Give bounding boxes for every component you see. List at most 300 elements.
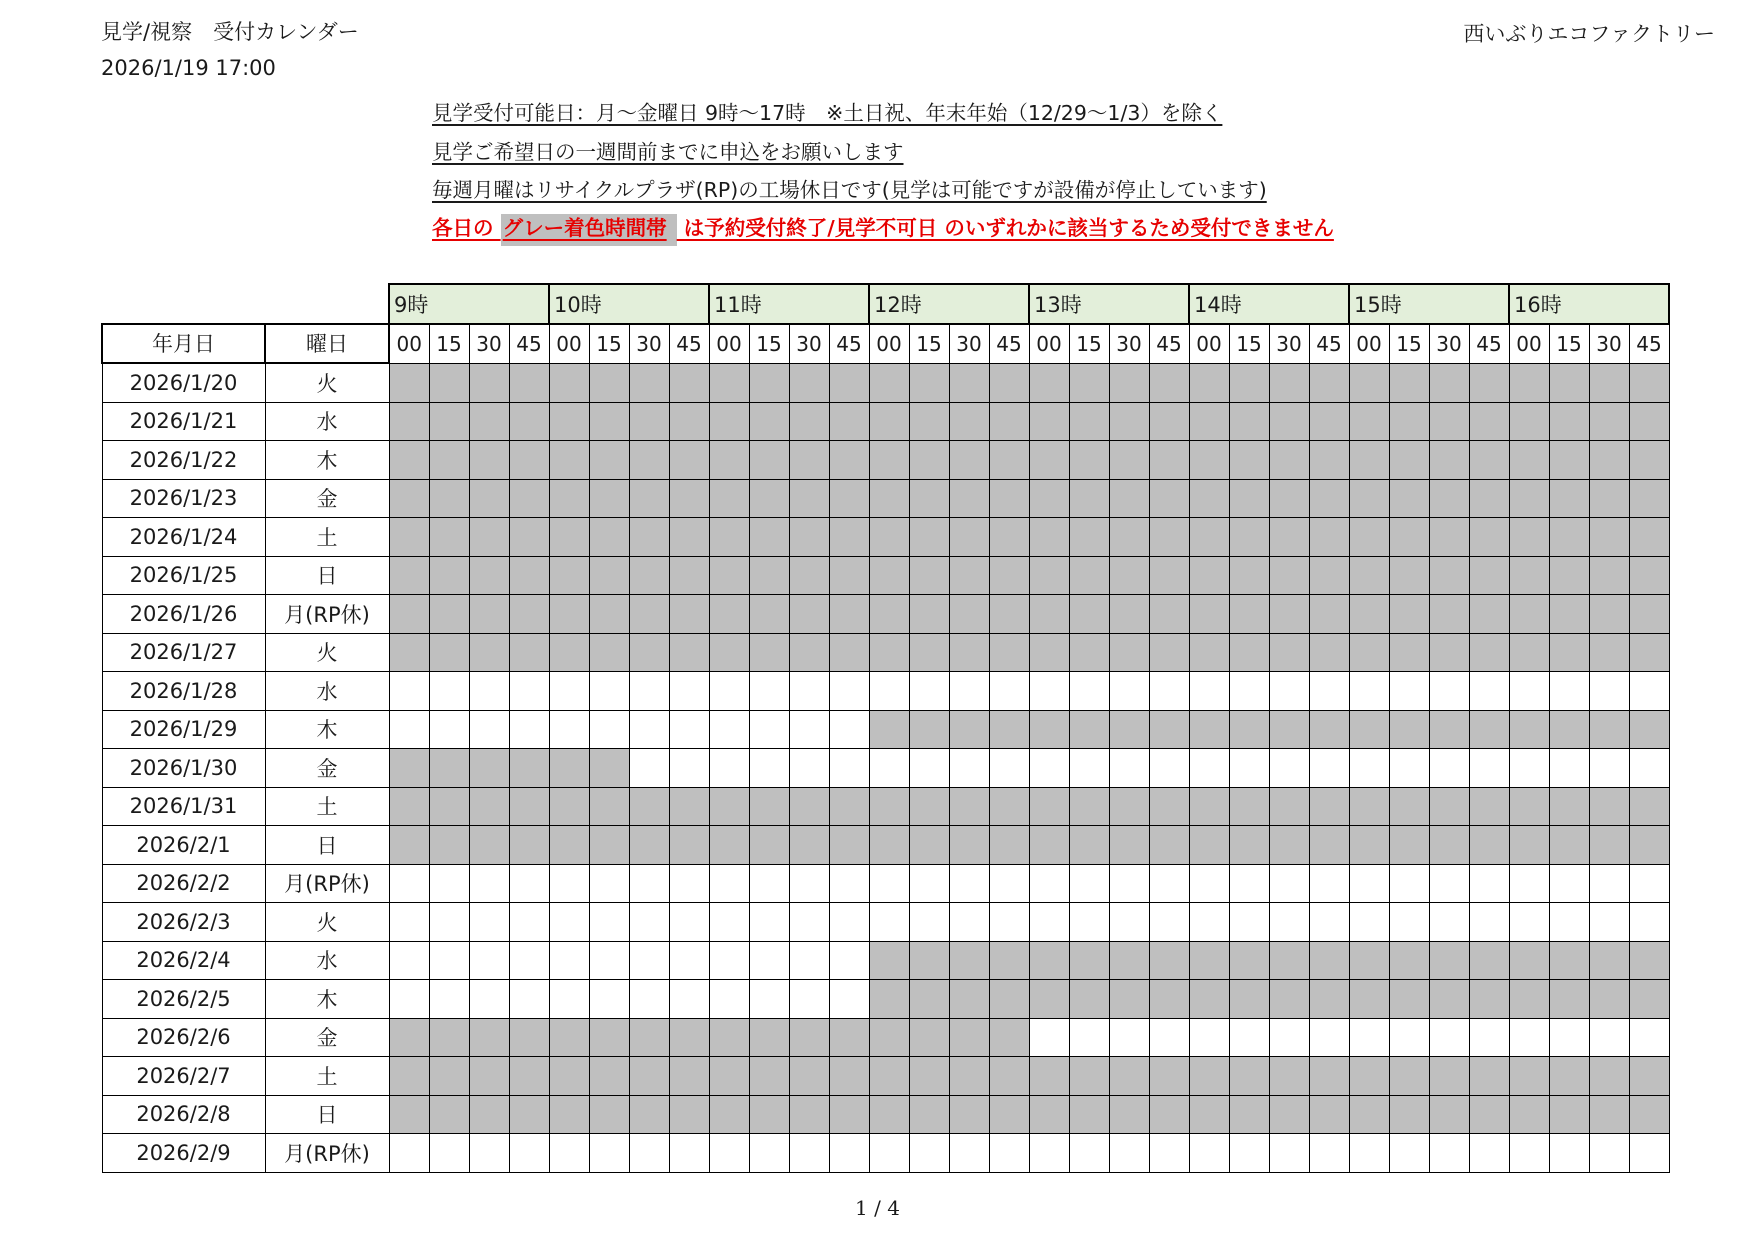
time-slot-available[interactable] [429, 710, 469, 749]
time-slot-available[interactable] [1229, 1134, 1269, 1173]
time-slot-unavailable [629, 826, 669, 865]
time-slot-unavailable [1589, 787, 1629, 826]
time-slot-unavailable [509, 479, 549, 518]
time-slot-unavailable [949, 1057, 989, 1096]
time-slot-available[interactable] [1109, 864, 1149, 903]
time-slot-available[interactable] [1029, 672, 1069, 711]
time-slot-available[interactable] [549, 710, 589, 749]
time-slot-available[interactable] [1509, 1018, 1549, 1057]
time-slot-available[interactable] [1389, 1134, 1429, 1173]
time-slot-unavailable [549, 1057, 589, 1096]
time-slot-available[interactable] [1629, 749, 1669, 788]
time-slot-available[interactable] [1429, 749, 1469, 788]
row-date: 2026/1/27 [102, 633, 265, 672]
time-slot-available[interactable] [429, 941, 469, 980]
time-slot-available[interactable] [1149, 903, 1189, 942]
time-slot-unavailable [1189, 556, 1229, 595]
time-slot-available[interactable] [1549, 749, 1589, 788]
time-slot-available[interactable] [1629, 672, 1669, 711]
time-slot-available[interactable] [1389, 1018, 1429, 1057]
time-slot-unavailable [1349, 710, 1389, 749]
time-slot-available[interactable] [1269, 749, 1309, 788]
time-slot-available[interactable] [1069, 1018, 1109, 1057]
time-slot-available[interactable] [549, 672, 589, 711]
time-slot-available[interactable] [1429, 672, 1469, 711]
time-slot-unavailable [949, 518, 989, 557]
time-slot-available[interactable] [469, 710, 509, 749]
time-slot-available[interactable] [789, 710, 829, 749]
time-slot-available[interactable] [509, 1134, 549, 1173]
time-slot-available[interactable] [1109, 903, 1149, 942]
time-slot-unavailable [1269, 402, 1309, 441]
time-slot-available[interactable] [1189, 1018, 1229, 1057]
time-slot-available[interactable] [1549, 903, 1589, 942]
time-slot-available[interactable] [709, 980, 749, 1019]
minute-header: 30 [629, 324, 669, 364]
time-slot-available[interactable] [1349, 903, 1389, 942]
time-slot-available[interactable] [789, 749, 829, 788]
time-slot-available[interactable] [1509, 672, 1549, 711]
time-slot-available[interactable] [1189, 864, 1229, 903]
time-slot-available[interactable] [709, 864, 749, 903]
time-slot-available[interactable] [1389, 903, 1429, 942]
time-slot-available[interactable] [589, 672, 629, 711]
row-weekday: 土 [265, 787, 389, 826]
time-slot-available[interactable] [549, 903, 589, 942]
time-slot-available[interactable] [1149, 749, 1189, 788]
time-slot-available[interactable] [829, 941, 869, 980]
time-slot-unavailable [1469, 363, 1509, 402]
table-row [102, 363, 1669, 402]
time-slot-unavailable [1309, 363, 1349, 402]
time-slot-available[interactable] [1229, 672, 1269, 711]
time-slot-unavailable [1189, 826, 1229, 865]
time-slot-available[interactable] [469, 980, 509, 1019]
time-slot-available[interactable] [429, 1134, 469, 1173]
time-slot-available[interactable] [829, 672, 869, 711]
time-slot-unavailable [1389, 479, 1429, 518]
time-slot-available[interactable] [389, 672, 429, 711]
time-slot-available[interactable] [1149, 864, 1189, 903]
time-slot-available[interactable] [949, 864, 989, 903]
time-slot-unavailable [1229, 402, 1269, 441]
time-slot-unavailable [669, 1057, 709, 1096]
time-slot-available[interactable] [949, 749, 989, 788]
time-slot-unavailable [829, 1057, 869, 1096]
time-slot-available[interactable] [749, 941, 789, 980]
time-slot-available[interactable] [589, 864, 629, 903]
time-slot-unavailable [629, 556, 669, 595]
time-slot-available[interactable] [709, 749, 749, 788]
time-slot-unavailable [709, 1018, 749, 1057]
time-slot-available[interactable] [1469, 1134, 1509, 1173]
time-slot-available[interactable] [1349, 1018, 1389, 1057]
time-slot-available[interactable] [1429, 1018, 1469, 1057]
time-slot-unavailable [1549, 1057, 1589, 1096]
time-slot-available[interactable] [869, 903, 909, 942]
time-slot-available[interactable] [1469, 864, 1509, 903]
time-slot-available[interactable] [1229, 864, 1269, 903]
time-slot-available[interactable] [1509, 1134, 1549, 1173]
time-slot-available[interactable] [509, 980, 549, 1019]
time-slot-available[interactable] [1309, 903, 1349, 942]
time-slot-available[interactable] [629, 749, 669, 788]
time-slot-available[interactable] [1149, 1018, 1189, 1057]
time-slot-available[interactable] [789, 1134, 829, 1173]
time-slot-available[interactable] [629, 672, 669, 711]
time-slot-available[interactable] [1589, 672, 1629, 711]
time-slot-available[interactable] [389, 980, 429, 1019]
time-slot-unavailable [1109, 441, 1149, 480]
time-slot-unavailable [1469, 556, 1509, 595]
time-slot-unavailable [1029, 980, 1069, 1019]
time-slot-available[interactable] [1509, 903, 1549, 942]
time-slot-unavailable [949, 710, 989, 749]
time-slot-unavailable [1629, 941, 1669, 980]
time-slot-unavailable [1309, 633, 1349, 672]
time-slot-available[interactable] [1269, 903, 1309, 942]
time-slot-unavailable [709, 787, 749, 826]
time-slot-available[interactable] [669, 941, 709, 980]
time-slot-unavailable [1149, 980, 1189, 1019]
time-slot-available[interactable] [709, 903, 749, 942]
time-slot-unavailable [509, 363, 549, 402]
time-slot-available[interactable] [909, 864, 949, 903]
time-slot-available[interactable] [629, 980, 669, 1019]
time-slot-available[interactable] [429, 864, 469, 903]
time-slot-unavailable [749, 1018, 789, 1057]
time-slot-unavailable [1189, 363, 1229, 402]
time-slot-available[interactable] [1029, 903, 1069, 942]
time-slot-available[interactable] [829, 1134, 869, 1173]
time-slot-available[interactable] [1629, 903, 1669, 942]
time-slot-available[interactable] [1069, 749, 1109, 788]
time-slot-available[interactable] [1549, 1134, 1589, 1173]
time-slot-available[interactable] [749, 864, 789, 903]
time-slot-available[interactable] [1389, 672, 1429, 711]
time-slot-available[interactable] [1189, 903, 1229, 942]
time-slot-available[interactable] [669, 864, 709, 903]
time-slot-available[interactable] [1509, 749, 1549, 788]
time-slot-available[interactable] [1469, 749, 1509, 788]
time-slot-unavailable [1429, 363, 1469, 402]
time-slot-available[interactable] [1309, 1134, 1349, 1173]
time-slot-available[interactable] [1189, 749, 1229, 788]
time-slot-unavailable [1549, 402, 1589, 441]
time-slot-unavailable [869, 980, 909, 1019]
time-slot-unavailable [669, 363, 709, 402]
time-slot-available[interactable] [1269, 1018, 1309, 1057]
time-slot-available[interactable] [1589, 1134, 1629, 1173]
time-slot-available[interactable] [509, 864, 549, 903]
time-slot-available[interactable] [1269, 672, 1309, 711]
time-slot-unavailable [549, 826, 589, 865]
time-slot-available[interactable] [829, 980, 869, 1019]
time-slot-available[interactable] [1469, 672, 1509, 711]
time-slot-available[interactable] [829, 864, 869, 903]
time-slot-unavailable [509, 556, 549, 595]
time-slot-available[interactable] [989, 903, 1029, 942]
time-slot-available[interactable] [1509, 864, 1549, 903]
time-slot-unavailable [1029, 479, 1069, 518]
time-slot-available[interactable] [1349, 672, 1389, 711]
time-slot-unavailable [1549, 980, 1589, 1019]
time-slot-available[interactable] [1349, 864, 1389, 903]
time-slot-available[interactable] [1069, 672, 1109, 711]
time-slot-available[interactable] [749, 903, 789, 942]
time-slot-available[interactable] [429, 672, 469, 711]
time-slot-unavailable [1029, 710, 1069, 749]
time-slot-unavailable [949, 633, 989, 672]
time-slot-available[interactable] [789, 903, 829, 942]
time-slot-unavailable [1269, 710, 1309, 749]
time-slot-unavailable [1349, 441, 1389, 480]
time-slot-available[interactable] [549, 980, 589, 1019]
time-slot-unavailable [1509, 556, 1549, 595]
time-slot-available[interactable] [549, 941, 589, 980]
generated-timestamp: 2026/1/19 17:00 [101, 56, 276, 80]
time-slot-available[interactable] [1269, 864, 1309, 903]
time-slot-available[interactable] [749, 672, 789, 711]
time-slot-available[interactable] [1149, 1134, 1189, 1173]
time-slot-available[interactable] [669, 1134, 709, 1173]
time-slot-available[interactable] [1069, 903, 1109, 942]
time-slot-available[interactable] [389, 864, 429, 903]
row-date: 2026/1/23 [102, 479, 265, 518]
minute-header: 45 [1149, 324, 1189, 364]
time-slot-available[interactable] [749, 1134, 789, 1173]
time-slot-available[interactable] [1429, 1134, 1469, 1173]
time-slot-unavailable [949, 441, 989, 480]
time-slot-available[interactable] [549, 864, 589, 903]
time-slot-available[interactable] [669, 710, 709, 749]
time-slot-available[interactable] [1309, 672, 1349, 711]
time-slot-available[interactable] [669, 672, 709, 711]
time-slot-available[interactable] [789, 941, 829, 980]
time-slot-available[interactable] [869, 749, 909, 788]
time-slot-available[interactable] [909, 903, 949, 942]
time-slot-available[interactable] [629, 903, 669, 942]
time-slot-available[interactable] [629, 864, 669, 903]
time-slot-available[interactable] [1029, 864, 1069, 903]
time-slot-available[interactable] [1069, 864, 1109, 903]
time-slot-available[interactable] [749, 749, 789, 788]
time-slot-unavailable [469, 826, 509, 865]
time-slot-unavailable [429, 556, 469, 595]
time-slot-available[interactable] [589, 941, 629, 980]
time-slot-unavailable [1469, 441, 1509, 480]
time-slot-unavailable [389, 479, 429, 518]
row-date: 2026/2/3 [102, 903, 265, 942]
time-slot-available[interactable] [629, 710, 669, 749]
time-slot-unavailable [589, 402, 629, 441]
time-slot-available[interactable] [469, 941, 509, 980]
time-slot-available[interactable] [669, 903, 709, 942]
time-slot-available[interactable] [709, 1134, 749, 1173]
time-slot-available[interactable] [829, 903, 869, 942]
time-slot-available[interactable] [1029, 1134, 1069, 1173]
row-weekday: 月(RP休) [265, 1134, 389, 1173]
time-slot-available[interactable] [429, 980, 469, 1019]
time-slot-available[interactable] [869, 672, 909, 711]
time-slot-available[interactable] [1549, 672, 1589, 711]
time-slot-unavailable [989, 1095, 1029, 1134]
table-row [102, 595, 1669, 634]
time-slot-available[interactable] [1269, 1134, 1309, 1173]
time-slot-available[interactable] [1629, 1134, 1669, 1173]
time-slot-available[interactable] [789, 672, 829, 711]
time-slot-available[interactable] [1349, 749, 1389, 788]
time-slot-available[interactable] [389, 710, 429, 749]
time-slot-available[interactable] [589, 980, 629, 1019]
table-row [102, 1057, 1669, 1096]
time-slot-available[interactable] [1389, 749, 1429, 788]
time-slot-available[interactable] [589, 903, 629, 942]
row-date: 2026/1/31 [102, 787, 265, 826]
time-slot-available[interactable] [589, 710, 629, 749]
table-row [102, 1018, 1669, 1057]
time-slot-available[interactable] [1069, 1134, 1109, 1173]
time-slot-available[interactable] [1589, 1018, 1629, 1057]
time-slot-available[interactable] [629, 1134, 669, 1173]
time-slot-available[interactable] [1109, 1018, 1149, 1057]
time-slot-available[interactable] [389, 941, 429, 980]
time-slot-available[interactable] [1309, 864, 1349, 903]
time-slot-available[interactable] [1349, 1134, 1389, 1173]
time-slot-available[interactable] [509, 710, 549, 749]
time-slot-unavailable [549, 595, 589, 634]
time-slot-unavailable [869, 710, 909, 749]
time-slot-available[interactable] [1309, 1018, 1349, 1057]
time-slot-available[interactable] [709, 941, 749, 980]
time-slot-available[interactable] [749, 980, 789, 1019]
time-slot-available[interactable] [1549, 864, 1589, 903]
time-slot-unavailable [389, 787, 429, 826]
time-slot-available[interactable] [469, 1134, 509, 1173]
time-slot-unavailable [509, 749, 549, 788]
time-slot-unavailable [1109, 826, 1149, 865]
row-date: 2026/1/20 [102, 363, 265, 402]
time-slot-available[interactable] [869, 864, 909, 903]
time-slot-available[interactable] [669, 749, 709, 788]
time-slot-available[interactable] [429, 903, 469, 942]
time-slot-available[interactable] [909, 672, 949, 711]
time-slot-available[interactable] [1309, 749, 1349, 788]
time-slot-available[interactable] [989, 1134, 1029, 1173]
time-slot-unavailable [429, 1018, 469, 1057]
time-slot-available[interactable] [469, 903, 509, 942]
row-date: 2026/1/26 [102, 595, 265, 634]
time-slot-available[interactable] [1589, 749, 1629, 788]
time-slot-available[interactable] [1189, 1134, 1229, 1173]
time-slot-unavailable [389, 633, 429, 672]
time-slot-available[interactable] [589, 1134, 629, 1173]
time-slot-available[interactable] [1429, 864, 1469, 903]
time-slot-unavailable [709, 826, 749, 865]
time-slot-available[interactable] [989, 672, 1029, 711]
time-slot-available[interactable] [749, 710, 789, 749]
time-slot-available[interactable] [469, 672, 509, 711]
row-date: 2026/2/1 [102, 826, 265, 865]
time-slot-available[interactable] [909, 1134, 949, 1173]
time-slot-unavailable [1429, 556, 1469, 595]
minute-header: 30 [789, 324, 829, 364]
hour-header: 16時 [1509, 284, 1669, 324]
time-slot-unavailable [1069, 441, 1109, 480]
time-slot-available[interactable] [1469, 903, 1509, 942]
time-slot-available[interactable] [1109, 672, 1149, 711]
time-slot-unavailable [429, 595, 469, 634]
minute-header: 45 [829, 324, 869, 364]
time-slot-available[interactable] [469, 864, 509, 903]
time-slot-available[interactable] [509, 903, 549, 942]
time-slot-available[interactable] [1029, 1018, 1069, 1057]
time-slot-available[interactable] [1589, 903, 1629, 942]
header-spacer [102, 284, 389, 324]
time-slot-available[interactable] [1429, 903, 1469, 942]
time-slot-available[interactable] [509, 941, 549, 980]
time-slot-available[interactable] [1029, 749, 1069, 788]
time-slot-available[interactable] [1549, 1018, 1589, 1057]
time-slot-available[interactable] [1389, 864, 1429, 903]
time-slot-unavailable [909, 980, 949, 1019]
time-slot-available[interactable] [829, 749, 869, 788]
time-slot-unavailable [1269, 479, 1309, 518]
time-slot-unavailable [749, 826, 789, 865]
time-slot-available[interactable] [1229, 1018, 1269, 1057]
time-slot-available[interactable] [1589, 864, 1629, 903]
time-slot-unavailable [589, 595, 629, 634]
time-slot-available[interactable] [389, 1134, 429, 1173]
time-slot-unavailable [789, 787, 829, 826]
time-slot-available[interactable] [1109, 1134, 1149, 1173]
time-slot-available[interactable] [709, 672, 749, 711]
time-slot-unavailable [1149, 441, 1189, 480]
time-slot-available[interactable] [669, 980, 709, 1019]
time-slot-available[interactable] [1469, 1018, 1509, 1057]
time-slot-available[interactable] [629, 941, 669, 980]
time-slot-available[interactable] [509, 672, 549, 711]
time-slot-available[interactable] [1109, 749, 1149, 788]
time-slot-unavailable [1389, 1095, 1429, 1134]
time-slot-available[interactable] [1229, 903, 1269, 942]
time-slot-available[interactable] [1229, 749, 1269, 788]
time-slot-available[interactable] [789, 980, 829, 1019]
time-slot-unavailable [1509, 441, 1549, 480]
time-slot-available[interactable] [949, 903, 989, 942]
time-slot-available[interactable] [1629, 864, 1669, 903]
time-slot-available[interactable] [389, 903, 429, 942]
time-slot-available[interactable] [789, 864, 829, 903]
time-slot-available[interactable] [869, 1134, 909, 1173]
time-slot-available[interactable] [909, 749, 949, 788]
time-slot-unavailable [1429, 1057, 1469, 1096]
time-slot-available[interactable] [549, 1134, 589, 1173]
time-slot-available[interactable] [709, 710, 749, 749]
time-slot-available[interactable] [1629, 1018, 1669, 1057]
time-slot-available[interactable] [829, 710, 869, 749]
time-slot-available[interactable] [1149, 672, 1189, 711]
time-slot-available[interactable] [1189, 672, 1229, 711]
time-slot-available[interactable] [949, 672, 989, 711]
time-slot-available[interactable] [989, 864, 1029, 903]
time-slot-unavailable [589, 556, 629, 595]
time-slot-unavailable [1349, 402, 1389, 441]
time-slot-available[interactable] [949, 1134, 989, 1173]
row-date: 2026/1/29 [102, 710, 265, 749]
time-slot-unavailable [1029, 826, 1069, 865]
time-slot-available[interactable] [989, 749, 1029, 788]
